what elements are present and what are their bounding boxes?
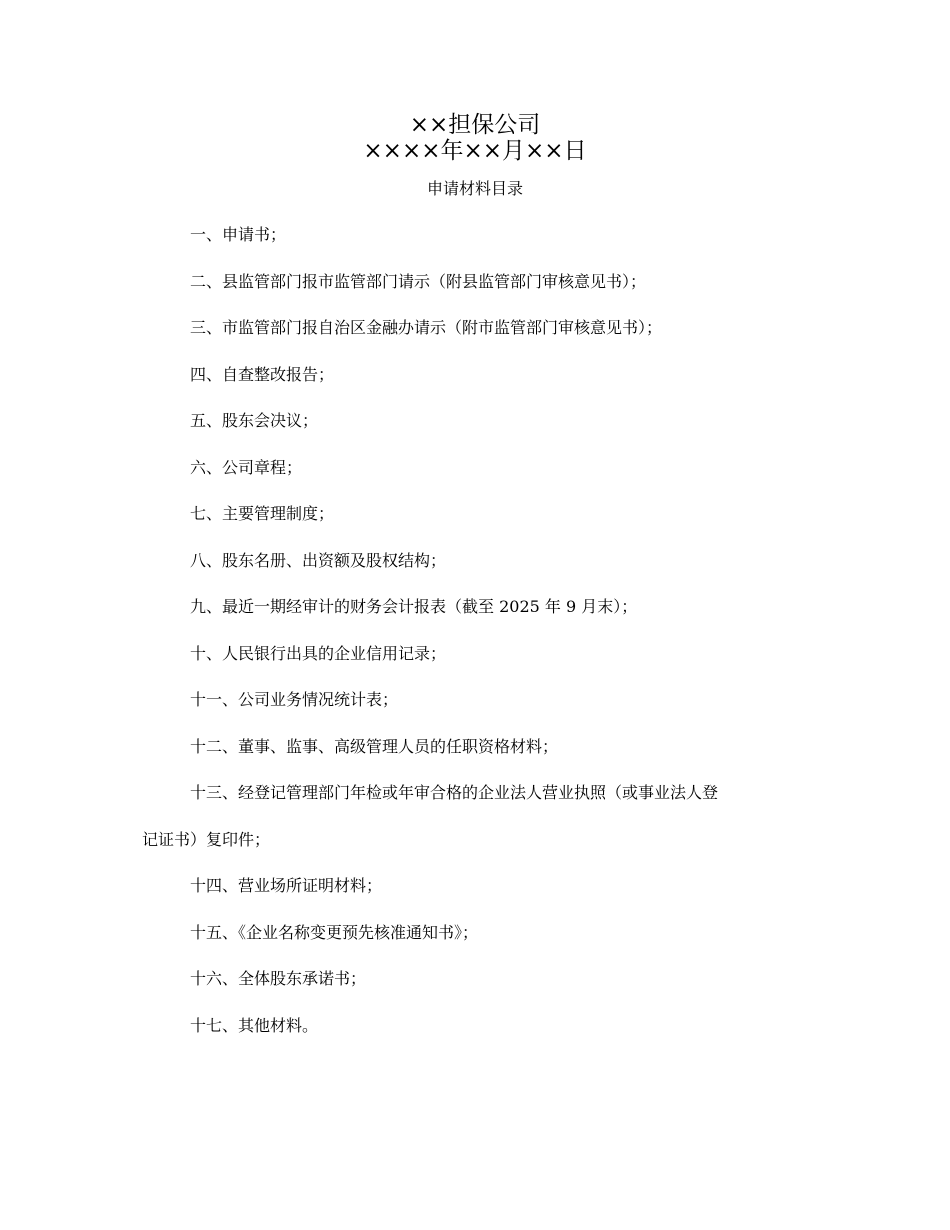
list-item: 八、股东名册、出资额及股权结构； xyxy=(190,551,447,570)
list-item: 十七、其他材料。 xyxy=(190,1016,319,1035)
list-item: 一、申请书； xyxy=(190,225,287,244)
list-item-continuation: 记证书）复印件； xyxy=(142,830,271,849)
document-subtitle: 申请材料目录 xyxy=(426,179,523,198)
list-item: 十二、董事、监事、高级管理人员的任职资格材料； xyxy=(190,737,559,756)
list-item: 六、公司章程； xyxy=(190,458,303,477)
list-item: 十五、《企业名称变更预先核准通知书》； xyxy=(190,923,479,942)
company-name: ××担保公司 xyxy=(409,112,541,138)
list-item: 二、县监管部门报市监管部门请示（附县监管部门审核意见书）； xyxy=(190,272,647,291)
list-item: 三、市监管部门报自治区金融办请示（附市监管部门审核意见书）； xyxy=(190,318,663,337)
list-item: 十一、公司业务情况统计表； xyxy=(190,690,399,709)
list-item: 十四、营业场所证明材料； xyxy=(190,876,383,895)
list-item: 十三、经登记管理部门年检或年审合格的企业法人营业执照（或事业法人登 xyxy=(190,783,719,802)
list-item: 四、自查整改报告； xyxy=(190,365,335,384)
list-item: 十六、全体股东承诺书； xyxy=(190,969,367,988)
list-item: 十、人民银行出具的企业信用记录； xyxy=(190,644,447,663)
list-item: 七、主要管理制度； xyxy=(190,504,335,523)
list-item: 五、股东会决议； xyxy=(190,411,319,430)
document-date: ××××年××月××日 xyxy=(363,138,587,164)
list-item: 九、最近一期经审计的财务会计报表（截至 2025 年 9 月末）； xyxy=(190,597,638,616)
